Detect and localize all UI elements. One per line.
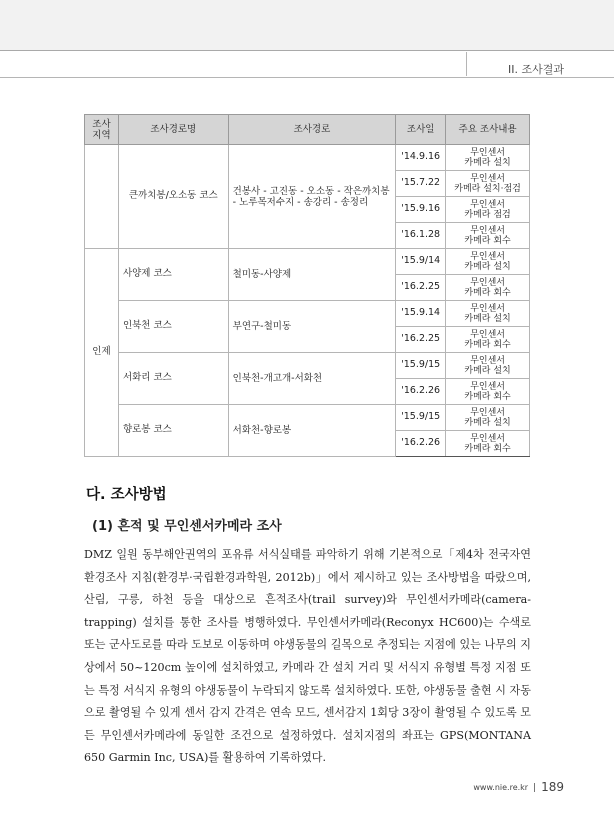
date-cell: '16.2.25 [396,275,446,301]
table-row [85,405,530,431]
content-cell: 무인센서 카메라 회수 [446,327,530,353]
table-header-row [85,115,530,145]
header-date: 조사일 [396,115,446,145]
header-divider [0,50,614,51]
content-cell: 무인센서 카메라 회수 [446,379,530,405]
content-cell: 무인센서 카메라 설치 [446,301,530,327]
page-footer [473,780,564,794]
region-cell: 인제 [85,249,119,457]
date-cell: '15.9/15 [396,353,446,379]
region-cell-blank [85,145,119,249]
content-cell: 무인센서 카메라 점검 [446,197,530,223]
route-name-cell: 서화리 코스 [118,353,228,405]
content-cell: 무인센서 카메라 설치 [446,249,530,275]
table-row [85,301,530,327]
date-cell: '16.1.28 [396,223,446,249]
route-name-cell: 사양제 코스 [118,249,228,301]
date-cell: '16.2.25 [396,327,446,353]
footer-separator [534,783,535,792]
header-route: 조사경로 [228,115,396,145]
section-rule [0,77,614,78]
content-cell: 무인센서 카메라 설치 [446,405,530,431]
route-name-cell: 큰까치봉/오소동 코스 [118,145,228,249]
section-label: II. 조사결과 [508,63,564,76]
route-cell: 철미동-사양제 [228,249,396,301]
body-paragraph: DMZ 일원 동부해안권역의 포유류 서식실태를 파악하기 위해 기본적으로「제4차 전국자연환경조사 지침(환경부·국립환경과학원, 2012b)」에서 제시하고 있는 조사방법을 따랐으며, 산림, 구릉, 하천 등을 대상으로 흔적조사(trail survey)와 무인센서카메라(camera-trapping) 설치를 통한 조사를 병행하였다. 무인센서카메라(Reconyx HC600)는 수색로 또는 군사도로를 따라 도보로 이동하며 야생동물의 길목으로 추정되는 지점에 있는 나무의 지상에서 50~120cm 높이에 설치하였고, 카메라 간 설치 거리 및 서식지 유형별 특정 지점 또는 특정 서식지 유형의 야생동물이 누락되지 않도록 설치하였다. 또한, 야생동물 출현 시 자동으로 촬영될 수 있게 센서 감지 간격은 연속 모드, 센서감지 1회당 3장이 촬영될 수 있도록 모든 무인센서카메라에 동일한 조건으로 설정하였다. 설치지점의 좌표는 GPS(MONTANA 650 Garmin Inc, USA)를 활용하여 기록하였다. [84,548,531,765]
footer-url: www.nie.re.kr [473,782,529,792]
section-label-divider [466,52,467,76]
content-cell: 무인센서 카메라 회수 [446,223,530,249]
date-cell: '15.9/15 [396,405,446,431]
header-route-name: 조사경로명 [118,115,228,145]
route-name-cell: 향로봉 코스 [118,405,228,457]
survey-table [84,114,530,457]
date-cell: '16.2.26 [396,379,446,405]
section-heading: 다. 조사방법 [86,487,167,503]
content-cell: 무인센서 카메라 회수 [446,431,530,457]
route-cell: 부연구-철미동 [228,301,396,353]
date-cell: '15.7.22 [396,171,446,197]
subsection-heading: (1) 흔적 및 무인센서카메라 조사 [92,519,282,534]
date-cell: '15.9/14 [396,249,446,275]
date-cell: '16.2.26 [396,431,446,457]
date-cell: '15.9.16 [396,197,446,223]
content-cell: 무인센서 카메라 설치 [446,145,530,171]
date-cell: '14.9.16 [396,145,446,171]
header-band [0,0,614,50]
route-cell: 서화천-향로봉 [228,405,396,457]
table-row [85,353,530,379]
page-number: 189 [541,780,564,794]
table-row [85,145,530,171]
content-cell: 무인센서 카메라 설치 [446,353,530,379]
date-cell: '15.9.14 [396,301,446,327]
header-region: 조사 지역 [85,115,119,145]
route-cell: 인북천-개고개-서화천 [228,353,396,405]
content-cell: 무인센서 카메라 회수 [446,275,530,301]
content-cell: 무인센서 카메라 설치·점검 [446,171,530,197]
route-cell: 건봉사 - 고진동 - 오소동 - 작은까치봉 - 노루목저수지 - 송강리 - 송정리 [228,145,396,249]
table-row [85,249,530,275]
route-name-cell: 인북천 코스 [118,301,228,353]
header-content: 주요 조사내용 [446,115,530,145]
